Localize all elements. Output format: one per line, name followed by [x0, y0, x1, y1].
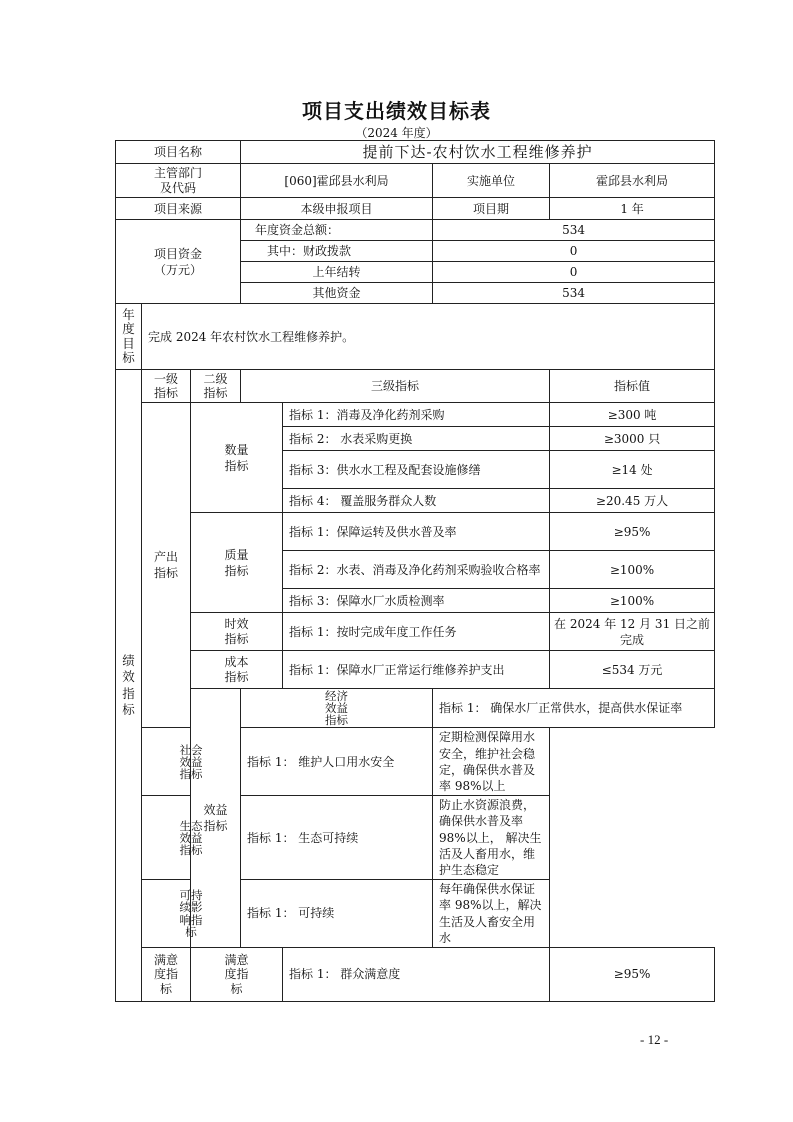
social-1-value: 定期检测保障用水安全，维护社会稳定，确保供水普及率 98%以上: [433, 728, 550, 796]
satisfaction-1-name: 指标 1： 群众满意度: [283, 947, 550, 1001]
header-level2: 二级 指标: [191, 370, 241, 403]
header-level1: 一级 指标: [142, 370, 191, 403]
table-row: [116, 513, 715, 551]
sustainable-1-name: 指标 1： 可持续: [241, 880, 433, 948]
quality-1-name: 指标 1：保障运转及供水普及率: [283, 513, 550, 551]
sustainable-label: 可持 续影 响指 标: [142, 880, 241, 948]
annual-goal-text: 完成 2024 年农村饮水工程维修养护。: [142, 304, 715, 370]
quality-label: 质量 指标: [191, 513, 283, 613]
table-row: [116, 403, 715, 427]
output-label: 产出 指标: [142, 403, 191, 728]
quantity-4-value: ≥20.45 万人: [550, 489, 715, 513]
quantity-3-name: 指标 3：供水水工程及配套设施修缮: [283, 451, 550, 489]
satisfaction-l2-label: 满意 度指 标: [191, 947, 283, 1001]
quality-2-name: 指标 2：水表、消毒及净化药剂采购验收合格率: [283, 551, 550, 589]
quantity-1-value: ≥300 吨: [550, 403, 715, 427]
table-row: [116, 370, 715, 403]
funds-carryover-value: 0: [433, 262, 715, 283]
table-row: [116, 728, 715, 796]
table-row: [116, 141, 715, 164]
cost-1-name: 指标 1：保障水厂正常运行维修养护支出: [283, 651, 550, 689]
quality-3-value: ≥100%: [550, 589, 715, 613]
table-row: [116, 651, 715, 689]
funds-total-label: 年度资金总额：: [241, 220, 433, 241]
funds-total-value: 534: [433, 220, 715, 241]
table-row: [116, 947, 715, 1001]
quality-3-name: 指标 3：保障水厂水质检测率: [283, 589, 550, 613]
header-level3: 三级指标: [241, 370, 550, 403]
social-1-name: 指标 1： 维护人口用水安全: [241, 728, 433, 796]
impl-unit-label: 实施单位: [433, 164, 550, 198]
table-row: [116, 689, 715, 728]
table-row: [116, 198, 715, 220]
period-value: 1 年: [550, 198, 715, 220]
timeliness-1-name: 指标 1：按时完成年度工作任务: [283, 613, 550, 651]
timeliness-1-value: 在 2024 年 12 月 31 日之前完成: [550, 613, 715, 651]
economic-label: 经济 效益 指标: [241, 689, 433, 728]
quantity-1-name: 指标 1：消毒及净化药剂采购: [283, 403, 550, 427]
page-subtitle: （2024 年度）: [355, 126, 438, 140]
quality-2-value: ≥100%: [550, 551, 715, 589]
ecological-1-value: 防止水资源浪费，确保供水普及率 98%以上， 解决生活及人畜用水，维护生态稳定: [433, 796, 550, 880]
source-value: 本级申报项目: [241, 198, 433, 220]
benefit-label: 效益 指标: [191, 689, 241, 948]
performance-target-table: [115, 140, 715, 1002]
timeliness-label: 时效 指标: [191, 613, 283, 651]
performance-label: 绩 效 指 标: [116, 370, 142, 1002]
funds-other-value: 534: [433, 283, 715, 304]
satisfaction-l1-label: 满意 度指 标: [142, 947, 191, 1001]
cost-label: 成本 指标: [191, 651, 283, 689]
page-title: 项目支出绩效目标表: [302, 99, 491, 123]
social-label: 社会 效益 指标: [142, 728, 241, 796]
project-name-value: 提前下达-农村饮水工程维修养护: [241, 141, 715, 164]
table-row: [116, 880, 715, 948]
page-number: - 12 -: [640, 1032, 669, 1047]
quality-1-value: ≥95%: [550, 513, 715, 551]
quantity-2-name: 指标 2： 水表采购更换: [283, 427, 550, 451]
funds-fiscal-label: 其中：财政拨款: [241, 241, 433, 262]
quantity-2-value: ≥3000 只: [550, 427, 715, 451]
quantity-label: 数量 指标: [191, 403, 283, 513]
table-row: [116, 220, 715, 241]
dept-label: 主管部门 及代码: [116, 164, 241, 198]
table-row: [116, 164, 715, 198]
funds-fiscal-value: 0: [433, 241, 715, 262]
table-row: [116, 613, 715, 651]
quantity-3-value: ≥14 处: [550, 451, 715, 489]
economic-1-name: 指标 1： 确保水厂正常供水，提高供水保证率: [433, 689, 715, 728]
ecological-label: 生态 效益 指标: [142, 796, 241, 880]
sustainable-1-value: 每年确保供水保证率 98%以上，解决生活及人畜安全用水: [433, 880, 550, 948]
quantity-4-name: 指标 4： 覆盖服务群众人数: [283, 489, 550, 513]
impl-unit-value: 霍邱县水利局: [550, 164, 715, 198]
project-name-label: 项目名称: [116, 141, 241, 164]
satisfaction-1-value: ≥95%: [550, 947, 715, 1001]
header-value: 指标值: [550, 370, 715, 403]
table-row: [116, 304, 715, 370]
funds-other-label: 其他资金: [241, 283, 433, 304]
annual-goal-label: 年 度 目 标: [116, 304, 142, 370]
period-label: 项目期: [433, 198, 550, 220]
source-label: 项目来源: [116, 198, 241, 220]
funds-carryover-label: 上年结转: [241, 262, 433, 283]
dept-value: [060]霍邱县水利局: [241, 164, 433, 198]
cost-1-value: ≤534 万元: [550, 651, 715, 689]
funds-label: 项目资金 （万元）: [116, 220, 241, 304]
ecological-1-name: 指标 1： 生态可持续: [241, 796, 433, 880]
